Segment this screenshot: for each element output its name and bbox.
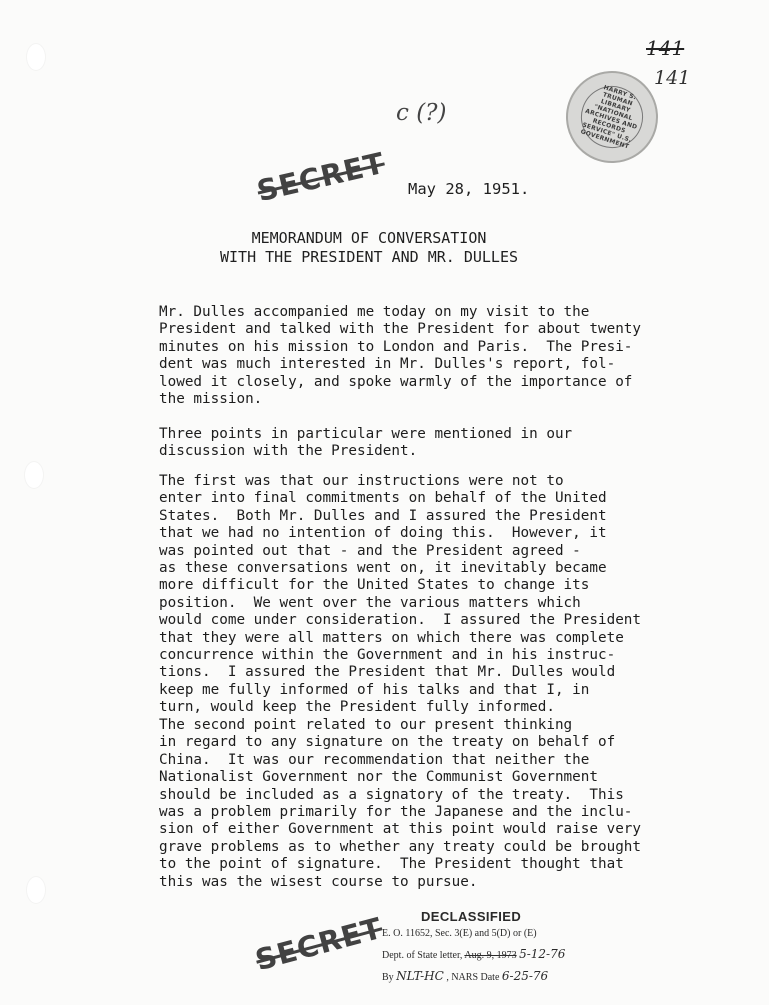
page-number-handwritten: 141	[654, 67, 691, 89]
dept-letter-label: Dept. of State letter,	[382, 950, 463, 961]
memo-date: May 28, 1951.	[408, 180, 530, 198]
page-number-crossed: 141	[646, 36, 685, 60]
archive-seal-text: HARRY S. TRUMAN LIBRARY "NATIONAL ARCHIVES AND RECORDS SERVICE" U.S. GOVERNMENT	[573, 78, 651, 156]
memo-title-line-2: WITH THE PRESIDENT AND MR. DULLES	[220, 248, 519, 266]
body-paragraph-3: The first was that our instructions were not to enter into final commitments on behalf of the United States. Both Mr. Dulles and I assured the President that we had no intention of doing this. However, it was pointed out that - and the President agreed - as these conversations went on, it inevitably became more difficult for the United States to change its position. We went over the various matters which would come under consideration. I assured the President that they were all matters on which there was complete concurrence within the Government and in his instruc- tions. I assured the President that Mr. Dulles would keep me fully informed of his talks and that I, in turn, would keep the President fully informed.	[159, 473, 642, 716]
nars-handwritten-date: 6-25-76	[501, 969, 549, 983]
by-label: By	[382, 972, 394, 983]
handwritten-annotation: c (?)	[396, 100, 447, 126]
declassification-stamp	[382, 909, 612, 991]
nars-date-label: , NARS Date	[446, 972, 500, 983]
archive-seal	[554, 59, 670, 175]
body-paragraph-2: Three points in particular were mentioned in our discussion with the President.	[159, 426, 573, 460]
body-paragraph-4: The second point related to our present thinking in regard to any signature on the treaty on behalf of China. It was our recommendation that neither the Nationalist Government nor the Communist Government should be included as a signatory of the treaty. This was a problem primarily for the Japanese and the inclu- sion of either Government at this point would raise very grave problems as to whether any treaty could be brought to the point of signature. The President thought that this was the wisest course to pursue.	[159, 717, 642, 890]
punch-hole	[27, 877, 45, 903]
classification-stamp-top: SECRET	[253, 145, 389, 209]
dept-letter-line	[382, 947, 612, 961]
nars-line	[382, 969, 612, 983]
declassified-heading: DECLASSIFIED	[421, 909, 522, 924]
dept-letter-handwritten-date: 5-12-76	[519, 947, 566, 961]
executive-order-line: E. O. 11652, Sec. 3(E) and 5(D) or (E)	[382, 928, 537, 939]
by-handwritten-initials: NLT-HC	[396, 969, 444, 983]
body-paragraph-1: Mr. Dulles accompanied me today on my visit to the President and talked with the President for about twenty minutes on his mission to London and Paris. The Presi- dent was much interested in Mr. Dulles's report, fol- lowed it closely, and spoke warmly of the importance of the mission.	[159, 304, 642, 408]
punch-hole	[25, 462, 43, 488]
classification-stamp-bottom: SECRET	[251, 910, 387, 978]
memo-title	[220, 229, 518, 267]
dept-letter-struck-date: Aug. 9, 1973	[464, 950, 517, 961]
punch-hole	[27, 44, 45, 70]
memo-title-line-1: MEMORANDUM OF CONVERSATION	[251, 229, 487, 247]
